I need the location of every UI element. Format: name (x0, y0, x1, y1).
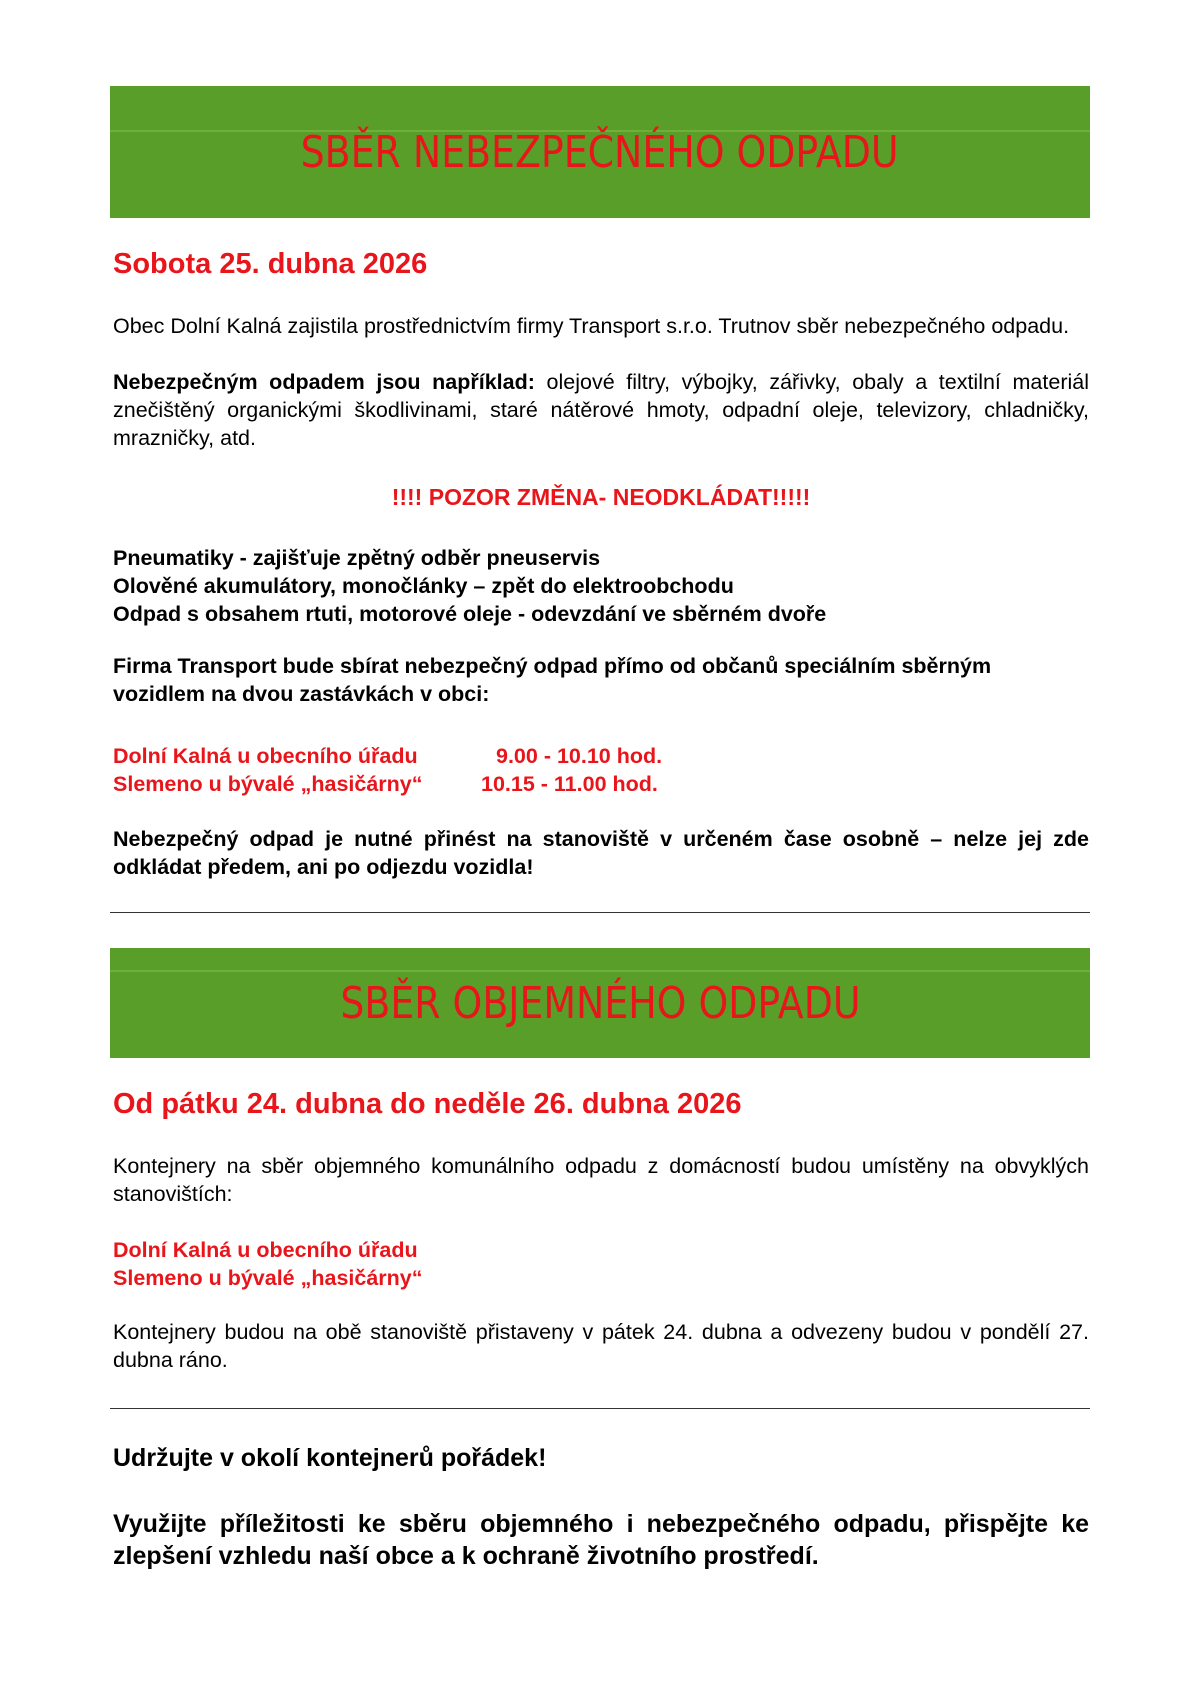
exception-item: Pneumatiky - zajišťuje zpětný odběr pneuservis (113, 546, 601, 570)
hazardous-date-heading: Sobota 25. dubna 2026 (113, 248, 428, 280)
stop-row (113, 770, 1089, 798)
exception-item: Olověné akumulátory, monočlánky – zpět do elektroobchodu (113, 574, 734, 598)
stop-place: Dolní Kalná u obecního úřadu (113, 744, 418, 768)
personal-delivery-notice: Nebezpečný odpad je nutné přinést na stanoviště v určeném čase osobně – nelze jej zde odkládat předem, ani po odjezdu vozidla! (113, 827, 1089, 879)
collection-info: Firma Transport bude sbírat nebezpečný odpad přímo od občanů speciálním sběrným vozidlem na dvou zastávkách v obci: (113, 654, 992, 706)
bulky-schedule: Kontejnery budou na obě stanoviště přistaveny v pátek 24. dubna a odvezeny budou v pondělí 27. dubna ráno. (113, 1320, 1089, 1372)
hazardous-waste-banner (110, 86, 1090, 218)
examples-label: Nebezpečným odpadem jsou například: (113, 370, 535, 394)
stop-row (113, 742, 1089, 770)
banner-stripe (110, 970, 1090, 972)
section-divider (110, 912, 1090, 913)
section-divider (110, 1408, 1090, 1409)
hazardous-examples (113, 368, 1089, 452)
collection-stops (113, 742, 1089, 798)
exception-item: Odpad s obsahem rtuti, motorové oleje - odevzdání ve sběrném dvoře (113, 602, 827, 626)
bulky-waste-banner (110, 948, 1090, 1058)
exceptions-list (113, 544, 1089, 628)
hazardous-waste-title: SBĚR NEBEZPEČNÉHO ODPADU (301, 126, 899, 178)
stop-time: 10.15 - 11.00 hod. (481, 772, 658, 796)
bulky-intro: Kontejnery na sběr objemného komunálního odpadu z domácností budou umístěny na obvyklých stanovištích: (113, 1154, 1089, 1206)
stop-time: 9.00 - 10.10 hod. (496, 744, 663, 768)
change-warning: !!!! POZOR ZMĚNA- NEODKLÁDAT!!!!! (391, 484, 811, 510)
location-item: Slemeno u bývalé „hasičárny“ (113, 1266, 423, 1290)
examples-text: olejové filtry, výbojky, zářivky, obaly a textilní materiál znečištěný organickými škodlivinami, staré nátěrové hmoty, odpadní oleje, televizory, chladničky, mrazničky, atd. (113, 370, 1089, 450)
bulky-waste-title: SBĚR OBJEMNÉHO ODPADU (339, 977, 861, 1029)
stop-place: Slemeno u bývalé „hasičárny“ (113, 772, 423, 796)
bulky-locations (113, 1236, 1089, 1292)
keep-tidy-note: Udržujte v okolí kontejnerů pořádek! (113, 1444, 547, 1472)
closing-appeal: Využijte příležitosti ke sběru objemného i nebezpečného odpadu, přispějte ke zlepšení vzhledu naší obce a k ochraně životního prostředí. (113, 1510, 1089, 1570)
hazardous-intro: Obec Dolní Kalná zajistila prostřednictvím firmy Transport s.r.o. Trutnov sběr nebezpečného odpadu. (113, 314, 1070, 338)
bulky-date-heading: Od pátku 24. dubna do neděle 26. dubna 2026 (113, 1088, 742, 1120)
location-item: Dolní Kalná u obecního úřadu (113, 1238, 418, 1262)
